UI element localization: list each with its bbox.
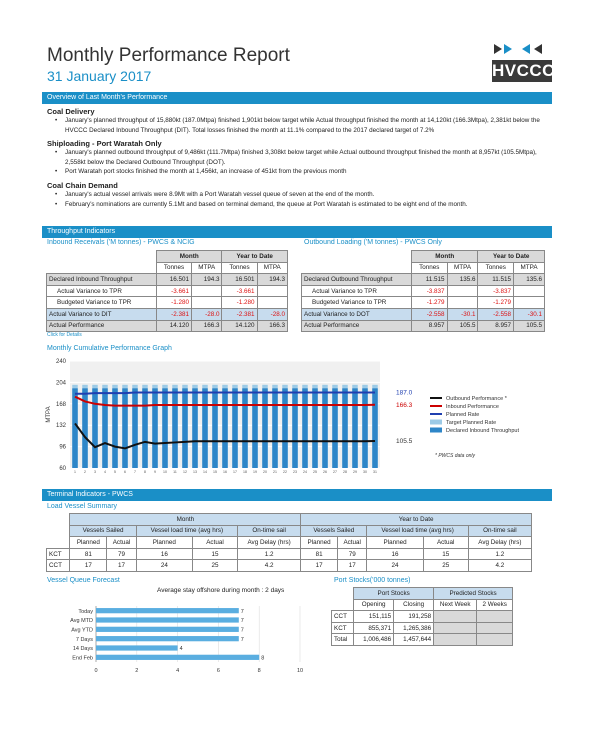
x-tick-label: 22	[283, 470, 287, 474]
group-header: Vessels Sailed	[301, 525, 367, 537]
value-cell	[447, 297, 478, 309]
queue-bar	[96, 617, 239, 622]
value-cell: 16.501	[222, 274, 257, 286]
logo-arrows-icon	[494, 43, 552, 55]
declared-bar	[192, 388, 198, 468]
unit-header: MTPA	[514, 262, 545, 274]
legend-label: Outbound Performance *	[446, 396, 507, 402]
unit-header: MTPA	[447, 262, 478, 274]
declared-bar	[302, 388, 308, 468]
table-row	[302, 308, 545, 320]
column-header: Actual	[423, 537, 468, 549]
declared-bar	[262, 388, 268, 468]
x-tick-label: 1	[74, 470, 76, 474]
x-tick-label: 31	[373, 470, 377, 474]
performance-chart	[40, 355, 555, 475]
value-cell: 166.3	[192, 320, 222, 332]
value-cell: 24	[136, 560, 192, 572]
x-tick-label: 8	[144, 470, 146, 474]
x-tick-label: 18	[243, 470, 247, 474]
y-tick-label: 96	[59, 444, 66, 451]
row-label: Actual Variance to TPR	[47, 285, 157, 297]
chain-demand-heading: Coal Chain Demand	[47, 181, 118, 190]
declared-bar	[252, 388, 258, 468]
x-tick-label: 6	[124, 470, 126, 474]
declared-bar	[112, 388, 118, 468]
declared-bar	[332, 388, 338, 468]
table-cell	[47, 514, 70, 526]
declared-bar	[152, 388, 158, 468]
table-row	[47, 548, 532, 560]
x-tick-label: 9	[154, 470, 156, 474]
list-item: • January's planned outbound throughput of 9,486kt (111.7Mtpa) finished 3,308kt below target while Actual outbound throughput finished the month at 8,957kt (105.5Mtpa), 2,558kt below the Declared Outbound Throughput (DOT).	[55, 148, 545, 167]
chart-note: * PWCS data only	[435, 453, 476, 459]
value-cell: 105.5	[514, 320, 545, 332]
value-cell: 11.515	[412, 274, 448, 286]
declared-bar	[292, 388, 298, 468]
queue-bar	[96, 636, 239, 641]
value-cell: -1.280	[222, 297, 257, 309]
list-item: • January's actual vessel arrivals were 8.9Mt with a Port Waratah vessel queue of seven at the end of the month.	[55, 190, 545, 200]
declared-bar	[312, 388, 318, 468]
inbound-title: Inbound Receivals ('M tonnes) - PWCS & NCIG	[47, 239, 195, 246]
table-cell	[434, 611, 477, 623]
value-cell: 1,006,486	[354, 634, 394, 646]
x-tick-label: 11	[173, 470, 177, 474]
table-cell	[47, 251, 157, 263]
list-item: • Port Waratah port stocks finished the month at 1,456kt, an increase of 451kt from the previous month	[55, 167, 545, 177]
y-tick-label: 204	[55, 380, 66, 387]
table-cell	[477, 634, 513, 646]
end-value-label: 105.5	[396, 437, 413, 445]
bar-value-label: 7	[240, 608, 244, 615]
table-row	[47, 560, 532, 572]
x-tick-label: 2	[84, 470, 86, 474]
table-cell	[332, 588, 354, 600]
unit-header: MTPA	[192, 262, 222, 274]
value-cell: 105.5	[447, 320, 478, 332]
bar-value-label: 7	[240, 627, 244, 634]
value-cell	[192, 285, 222, 297]
value-cell: -2.381	[157, 308, 192, 320]
end-value-label: 166.3	[396, 401, 413, 409]
value-cell: 855,371	[354, 622, 394, 634]
value-cell	[447, 285, 478, 297]
column-header: Avg Delay (hrs)	[238, 537, 301, 549]
value-cell: 14.120	[222, 320, 257, 332]
throughput-bar: Throughput Indicators	[42, 226, 552, 238]
value-cell: 16.501	[157, 274, 192, 286]
x-tick-label: 27	[333, 470, 337, 474]
x-tick-label: 8	[257, 668, 261, 674]
x-tick-label: 20	[263, 470, 267, 474]
queue-chart	[40, 598, 310, 680]
row-label: Budgeted Variance to TPR	[302, 297, 412, 309]
row-label: KCT	[47, 548, 70, 560]
legend-label: Inbound Performance	[446, 404, 499, 410]
bar-value-label: 8	[261, 655, 265, 662]
table-cell	[47, 525, 70, 537]
declared-bar	[242, 388, 248, 468]
value-cell: 15	[192, 548, 237, 560]
coal-delivery-list	[55, 116, 545, 135]
table-row	[47, 297, 288, 309]
column-header: Actual	[337, 537, 366, 549]
value-cell: -3.837	[412, 285, 448, 297]
table-row	[302, 297, 545, 309]
value-cell: 24	[367, 560, 423, 572]
value-cell: 4.2	[468, 560, 531, 572]
table-row	[332, 611, 513, 623]
value-cell: -3.661	[222, 285, 257, 297]
row-label: Actual Variance to TPR	[302, 285, 412, 297]
column-header: 2 Weeks	[477, 599, 513, 611]
y-tick-label: 60	[59, 466, 66, 472]
declared-bar	[272, 388, 278, 468]
value-cell	[514, 285, 545, 297]
table-cell	[332, 599, 354, 611]
value-cell: -2.558	[412, 308, 448, 320]
table-cell	[434, 622, 477, 634]
bar-value-label: 7	[240, 618, 244, 625]
category-label: Today	[78, 608, 93, 615]
value-cell: 194.3	[192, 274, 222, 286]
x-tick-label: 28	[343, 470, 347, 474]
declared-bar	[282, 388, 288, 468]
value-cell: -28.0	[192, 308, 222, 320]
value-cell: 15	[423, 548, 468, 560]
value-cell: 1,265,386	[394, 622, 434, 634]
value-cell	[192, 297, 222, 309]
row-label: Actual Performance	[302, 320, 412, 332]
x-tick-label: 15	[213, 470, 217, 474]
value-cell: 25	[423, 560, 468, 572]
value-cell: 194.3	[257, 274, 288, 286]
table-cell	[477, 611, 513, 623]
inbound-table	[46, 250, 288, 332]
value-cell: -3.837	[478, 285, 514, 297]
value-cell: -1.279	[412, 297, 448, 309]
declared-bar	[102, 388, 108, 468]
table-row	[47, 308, 288, 320]
table-row	[47, 274, 288, 286]
row-label: Total	[332, 634, 354, 646]
value-cell: 14.120	[157, 320, 192, 332]
column-header: Avg Delay (hrs)	[468, 537, 531, 549]
column-header: Planned	[136, 537, 192, 549]
y-tick-label: 132	[55, 423, 66, 430]
value-cell: 8.957	[412, 320, 448, 332]
declared-bar	[372, 388, 378, 468]
value-cell: 79	[337, 548, 366, 560]
declared-bar	[172, 388, 178, 468]
ytd-header: Year to Date	[478, 251, 545, 263]
declared-bar	[342, 388, 348, 468]
x-tick-label: 7	[134, 470, 136, 474]
row-label: CCT	[47, 560, 70, 572]
column-header: Planned	[367, 537, 423, 549]
legend-label: Declared Inbound Throughput	[446, 428, 519, 434]
declared-bar	[232, 388, 238, 468]
legend-swatch	[430, 420, 442, 425]
table-cell	[302, 262, 412, 274]
x-tick-label: 16	[223, 470, 227, 474]
category-label: Avg YTD	[71, 627, 93, 634]
column-header: Next Week	[434, 599, 477, 611]
logo: HVCCC	[492, 61, 555, 80]
x-tick-label: 21	[273, 470, 277, 474]
table-cell	[47, 262, 157, 274]
value-cell: -1.279	[478, 297, 514, 309]
x-tick-label: 12	[183, 470, 187, 474]
queue-bar	[96, 655, 259, 660]
queue-bar	[96, 608, 239, 613]
bar-value-label: 7	[240, 636, 244, 643]
value-cell: 1.2	[468, 548, 531, 560]
month-header: Month	[70, 514, 301, 526]
chain-demand-list	[55, 190, 545, 209]
unit-header: Tonnes	[157, 262, 192, 274]
value-cell: 17	[107, 560, 136, 572]
row-label: Declared Outbound Throughput	[302, 274, 412, 286]
table-row	[302, 320, 545, 332]
bar-value-label: 4	[179, 646, 183, 653]
month-header: Month	[412, 251, 478, 263]
x-tick-label: 23	[293, 470, 297, 474]
x-tick-label: 0	[94, 668, 98, 674]
value-cell: 11.515	[478, 274, 514, 286]
x-tick-label: 10	[163, 470, 167, 474]
stocks-table	[331, 587, 513, 646]
queue-title: Vessel Queue Forecast	[47, 577, 120, 584]
declared-bar	[162, 388, 168, 468]
declared-bar	[182, 388, 188, 468]
declared-bar	[202, 388, 208, 468]
column-header: Opening	[354, 599, 394, 611]
chart-title: Monthly Cumulative Performance Graph	[47, 345, 172, 352]
stocks-title: Port Stocks('000 tonnes)	[334, 577, 411, 584]
y-axis-label: MTPA	[46, 406, 52, 423]
x-tick-label: 3	[94, 470, 96, 474]
row-label: Actual Performance	[47, 320, 157, 332]
overview-bar: Overview of Last Month's Performance	[42, 92, 552, 104]
declared-bar	[142, 388, 148, 468]
x-tick-label: 4	[176, 668, 180, 674]
category-label: End Feb	[72, 655, 93, 662]
vessel-summary-title: Load Vessel Summary	[47, 503, 118, 510]
value-cell: 17	[301, 560, 338, 572]
value-cell: -30.1	[514, 308, 545, 320]
table-cell	[47, 537, 70, 549]
value-cell: -30.1	[447, 308, 478, 320]
value-cell: 17	[337, 560, 366, 572]
x-tick-label: 26	[323, 470, 327, 474]
value-cell: -2.558	[478, 308, 514, 320]
table-row	[332, 634, 513, 646]
group-header: Vessel load time (avg hrs)	[136, 525, 237, 537]
table-cell	[477, 622, 513, 634]
x-tick-label: 13	[193, 470, 197, 474]
ytd-header: Year to Date	[222, 251, 288, 263]
shiploading-list	[55, 148, 545, 177]
x-tick-label: 14	[203, 470, 207, 474]
column-header: Planned	[301, 537, 338, 549]
table-cell	[302, 251, 412, 263]
list-item: • January's planned throughput of 15,880kt (187.0Mtpa) finished 1,901kt below target while Actual throughput finished the month at 14,120kt (166.3Mtpa), 2,381kt below the HVCCC Declared Inbound Throughput (DIT). Total losses finished the month at 11.1% compared to the 2017 declared target of 7.2%	[55, 116, 545, 135]
value-cell: 8.957	[478, 320, 514, 332]
declared-bar	[322, 388, 328, 468]
row-label: Declared Inbound Throughput	[47, 274, 157, 286]
value-cell	[257, 285, 288, 297]
y-tick-label: 240	[55, 359, 66, 365]
x-tick-label: 5	[114, 470, 116, 474]
outbound-title: Outbound Loading ('M tonnes) - PWCS Only	[304, 239, 442, 246]
x-tick-label: 17	[233, 470, 237, 474]
value-cell	[257, 297, 288, 309]
table-row	[332, 622, 513, 634]
port-stocks-header: Port Stocks	[354, 588, 434, 600]
vessel-table	[46, 513, 532, 572]
category-label: Avg MTD	[70, 618, 93, 625]
queue-bar	[96, 645, 178, 650]
legend-label: Planned Rate	[446, 412, 480, 418]
queue-subtitle: Average stay offshore during month : 2 days	[157, 587, 285, 594]
x-tick-label: 24	[303, 470, 307, 474]
value-cell: 151,115	[354, 611, 394, 623]
value-cell: 81	[70, 548, 107, 560]
declared-bar	[222, 388, 228, 468]
terminal-bar: Terminal Indicators - PWCS	[42, 489, 552, 501]
column-header: Actual	[107, 537, 136, 549]
value-cell: 17	[70, 560, 107, 572]
column-header: Planned	[70, 537, 107, 549]
declared-bar	[132, 388, 138, 468]
coal-delivery-heading: Coal Delivery	[47, 107, 95, 116]
value-cell: 191,258	[394, 611, 434, 623]
x-tick-label: 4	[104, 470, 106, 474]
value-cell: 135.6	[447, 274, 478, 286]
value-cell: -3.661	[157, 285, 192, 297]
value-cell: 16	[367, 548, 423, 560]
group-header: Vessels Sailed	[70, 525, 136, 537]
group-header: On-time sail	[238, 525, 301, 537]
value-cell: -28.0	[257, 308, 288, 320]
declared-bar	[352, 388, 358, 468]
column-header: Closing	[394, 599, 434, 611]
x-tick-label: 30	[363, 470, 367, 474]
predicted-header: Predicted Stocks	[434, 588, 513, 600]
value-cell: -1.280	[157, 297, 192, 309]
unit-header: MTPA	[257, 262, 288, 274]
column-header: Actual	[192, 537, 237, 549]
row-label: CCT	[332, 611, 354, 623]
x-tick-label: 29	[353, 470, 357, 474]
table-row	[302, 285, 545, 297]
table-row	[47, 320, 288, 332]
group-header: On-time sail	[468, 525, 531, 537]
category-label: 14 Days	[72, 646, 93, 653]
row-label: KCT	[332, 622, 354, 634]
list-item: • February's nominations are currently 5.1Mt and based on terminal demand, the queue at Port Waratah is estimated to be eight end of the month.	[55, 200, 545, 210]
value-cell: 166.3	[257, 320, 288, 332]
table-row	[302, 274, 545, 286]
x-tick-label: 6	[216, 668, 220, 674]
legend-label: Target Planned Rate	[446, 420, 497, 426]
value-cell: 1.2	[238, 548, 301, 560]
value-cell: 4.2	[238, 560, 301, 572]
page-title: Monthly Performance Report	[47, 45, 290, 66]
value-cell: 16	[136, 548, 192, 560]
group-header: Vessel load time (avg hrs)	[367, 525, 468, 537]
x-tick-label: 25	[313, 470, 317, 474]
value-cell: 25	[192, 560, 237, 572]
declared-bar	[72, 388, 78, 468]
value-cell: 135.6	[514, 274, 545, 286]
value-cell	[514, 297, 545, 309]
report-date: 31 January 2017	[47, 68, 152, 84]
table-row	[47, 285, 288, 297]
unit-header: Tonnes	[412, 262, 448, 274]
declared-bar	[212, 388, 218, 468]
click-details-link[interactable]: Click for Details	[47, 332, 82, 338]
queue-bar	[96, 627, 239, 632]
x-tick-label: 2	[135, 668, 139, 674]
declared-bar	[92, 388, 98, 468]
outbound-table	[301, 250, 545, 332]
row-label: Actual Variance to DIT	[47, 308, 157, 320]
shiploading-heading: Shiploading - Port Waratah Only	[47, 139, 162, 148]
month-header: Month	[157, 251, 222, 263]
end-value-label: 187.0	[396, 389, 413, 397]
unit-header: Tonnes	[222, 262, 257, 274]
value-cell: 79	[107, 548, 136, 560]
table-cell	[434, 634, 477, 646]
declared-bar	[362, 388, 368, 468]
row-label: Actual Variance to DOT	[302, 308, 412, 320]
value-cell: -2.381	[222, 308, 257, 320]
x-tick-label: 19	[253, 470, 257, 474]
x-tick-label: 10	[296, 668, 304, 674]
value-cell: 1,457,644	[394, 634, 434, 646]
declared-bar	[122, 388, 128, 468]
ytd-header: Year to Date	[301, 514, 532, 526]
unit-header: Tonnes	[478, 262, 514, 274]
row-label: Budgeted Variance to TPR	[47, 297, 157, 309]
legend-swatch	[430, 428, 442, 433]
y-tick-label: 168	[55, 401, 66, 408]
category-label: 7 Days	[75, 636, 93, 643]
value-cell: 81	[301, 548, 338, 560]
